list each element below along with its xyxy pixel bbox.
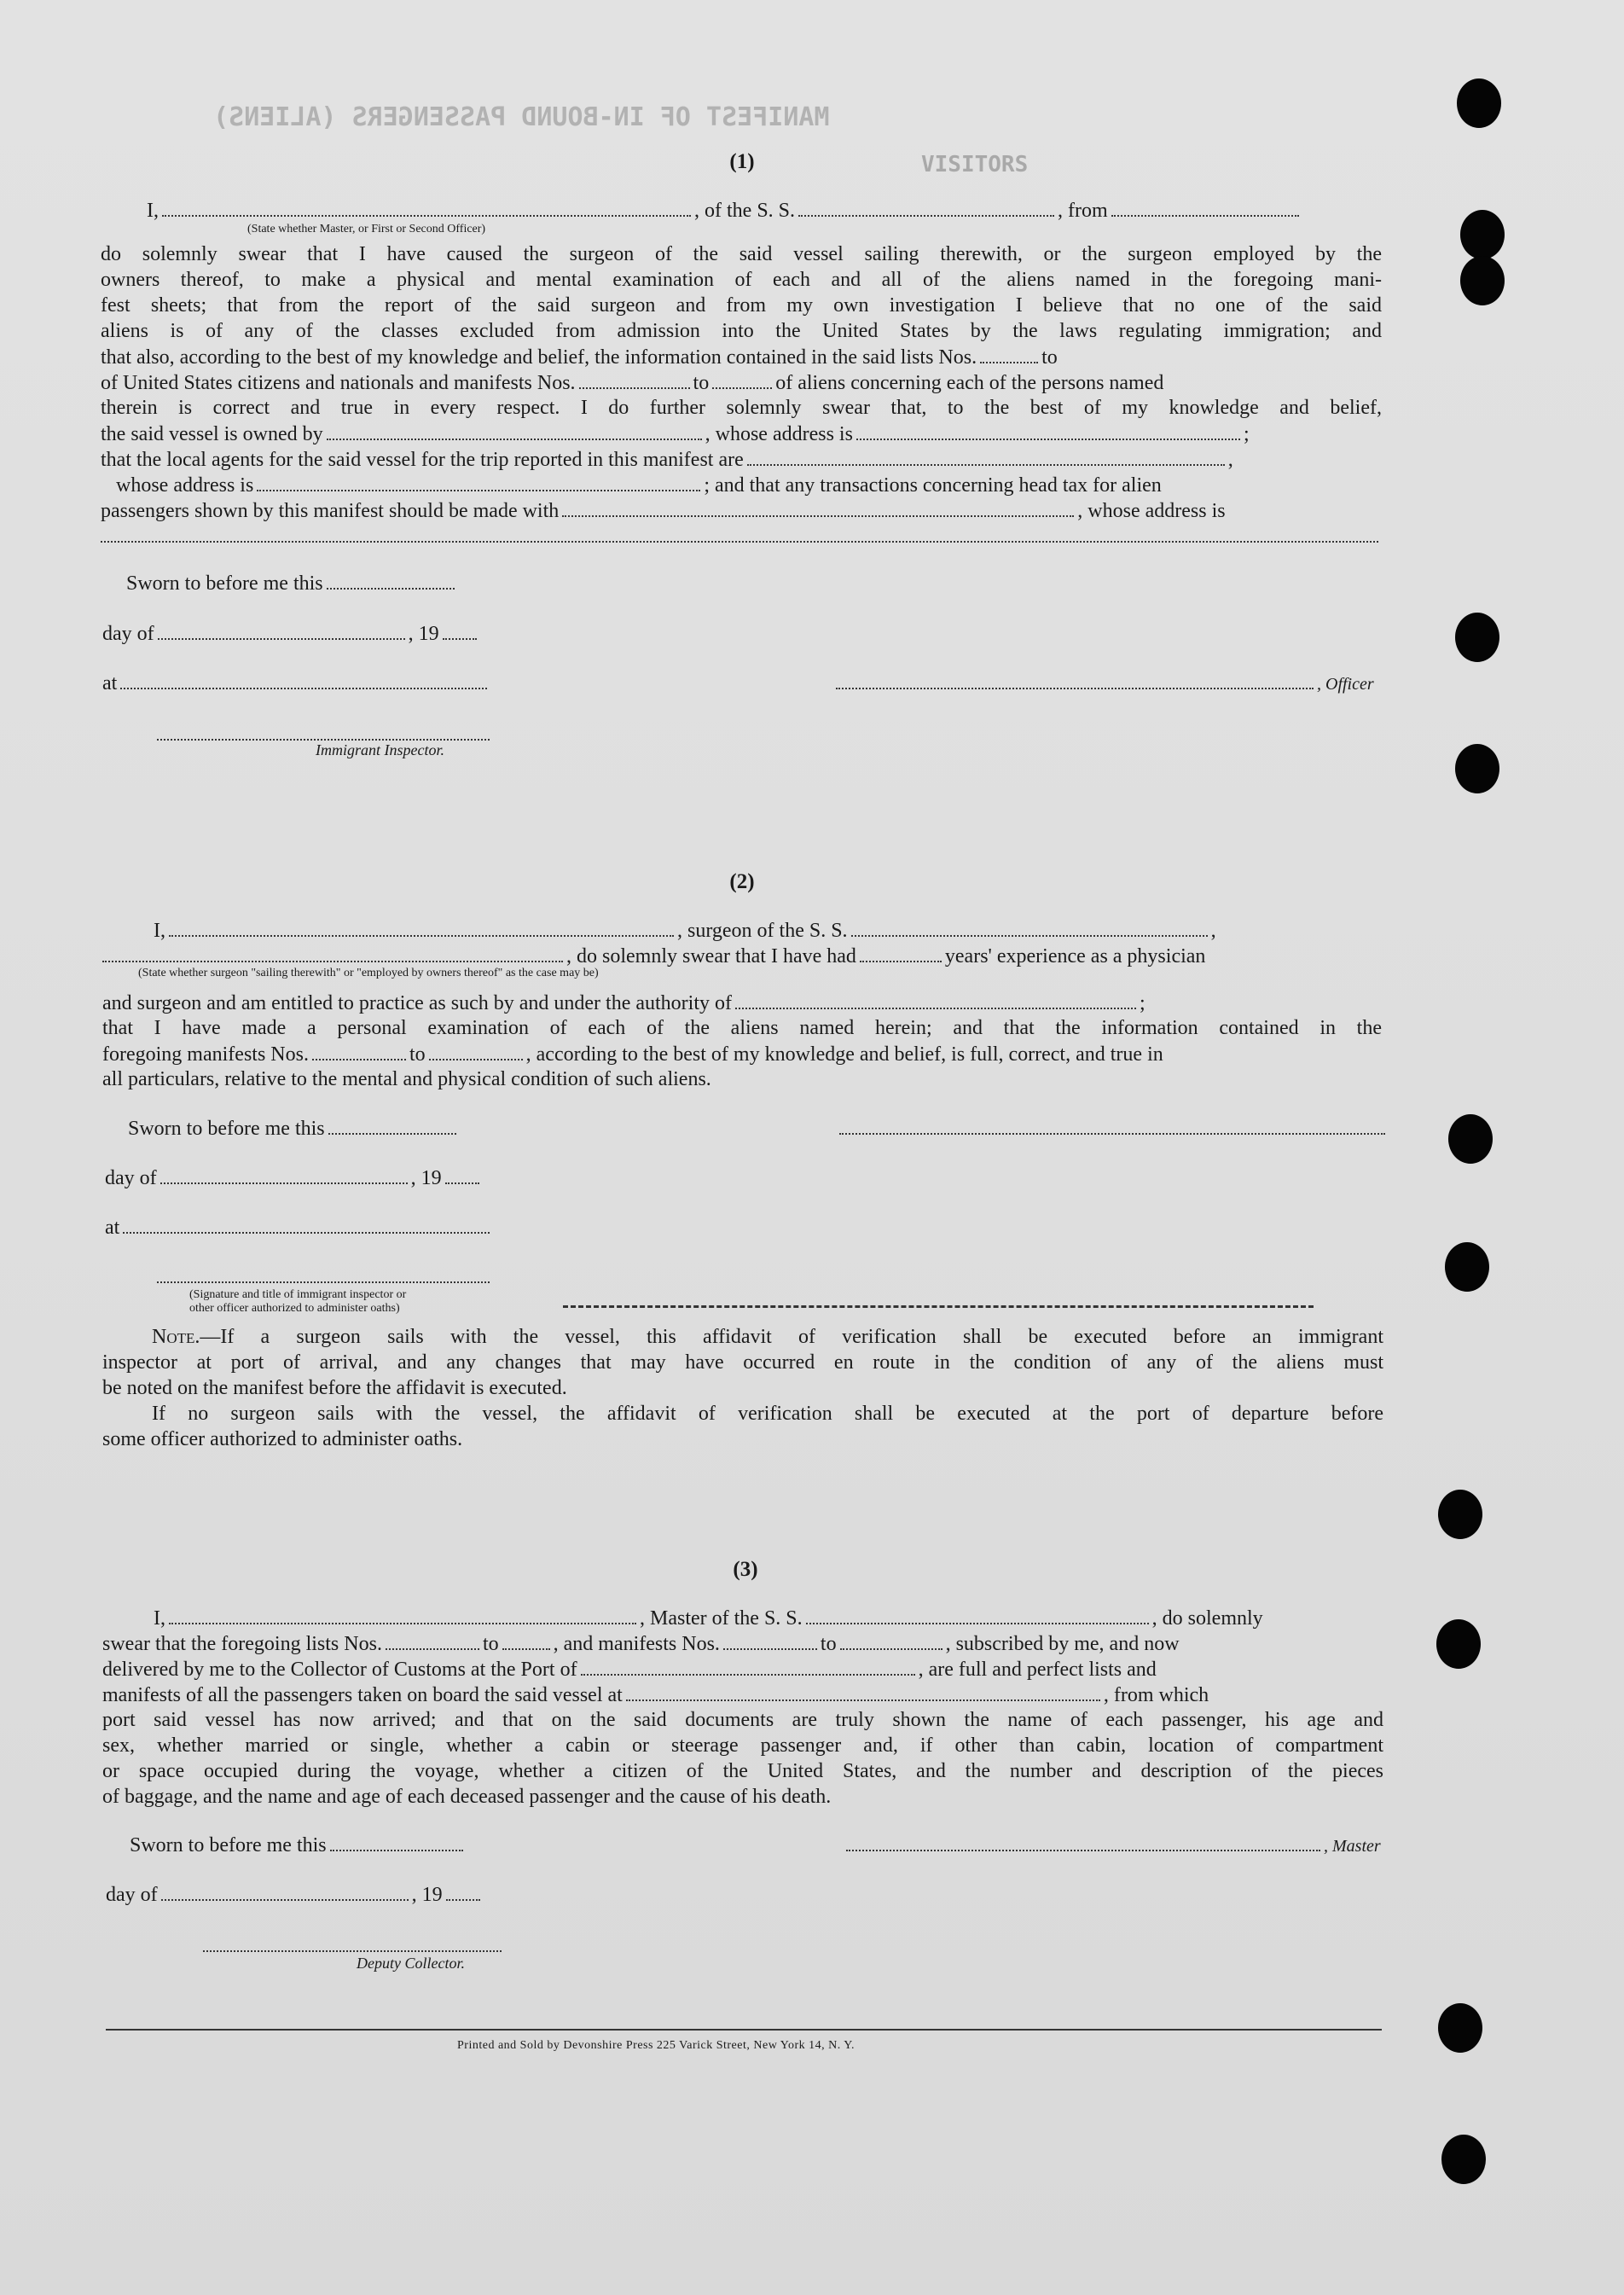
- text: , from: [1058, 200, 1108, 222]
- text: of United States citizens and nationals and manifests Nos.: [101, 372, 576, 394]
- manifests-from-field[interactable]: [579, 372, 690, 389]
- owner-address-field[interactable]: [856, 423, 1240, 440]
- s1-body-7: therein is correct and true in every respect. I do further solemnly swear that, to the best of my knowledge and belief,: [101, 397, 1382, 419]
- s1-body-4: aliens is of any of the classes excluded from admission into the United States by the laws regulating immigration; and: [101, 320, 1382, 342]
- text: Sworn to before me this: [126, 572, 323, 595]
- master-signature-field[interactable]: [846, 1834, 1320, 1851]
- s3-manifests-from-field[interactable]: [723, 1633, 817, 1650]
- s2-sworn: [128, 1118, 460, 1139]
- text: day of: [102, 623, 154, 645]
- binder-hole: [1457, 78, 1501, 128]
- text: swear that the foregoing lists Nos.: [102, 1633, 382, 1655]
- s2-sig-line: [154, 1266, 493, 1287]
- s1-body-9: [101, 449, 1233, 470]
- text: to: [693, 372, 710, 394]
- binder-hole: [1438, 2003, 1482, 2053]
- s2-body-2: that I have made a personal examination of each of the aliens named herein; and that the information contained in the: [102, 1017, 1382, 1039]
- binder-hole: [1448, 1114, 1493, 1164]
- section-3-number: (3): [733, 1558, 758, 1581]
- authority-field[interactable]: [735, 992, 1136, 1009]
- s1-body-5: [101, 346, 1058, 368]
- text: and surgeon and am entitled to practice as such by and under the authority of: [102, 992, 732, 1014]
- surgeon-caption: (State whether surgeon "sailing therewith" or "employed by owners thereof" as the case may be): [138, 967, 599, 979]
- text: Sworn to before me this: [128, 1118, 325, 1140]
- comma: ,: [1227, 449, 1233, 471]
- s3-body-3: or space occupied during the voyage, whether a citizen of the United States, and the number and description of the pieces: [102, 1760, 1383, 1782]
- text: that also, according to the best of my knowledge and belief, the information contained in the said lists Nos.: [101, 346, 977, 369]
- s2-line-2: [102, 945, 1205, 967]
- agent-address-field[interactable]: [257, 474, 700, 491]
- years-experience-field[interactable]: [860, 945, 942, 962]
- binder-hole: [1438, 1490, 1482, 1539]
- binder-hole: [1455, 613, 1499, 662]
- s2-line-1: [154, 920, 1216, 941]
- semicolon: ;: [1243, 423, 1250, 445]
- s3-manifests-to-field[interactable]: [840, 1633, 942, 1650]
- text: to: [409, 1043, 426, 1066]
- text: foregoing manifests Nos.: [102, 1043, 309, 1066]
- surgeon-name-field[interactable]: [169, 920, 674, 937]
- deputy-collector-caption: Deputy Collector.: [357, 1955, 465, 1972]
- s3-lists-to-field[interactable]: [502, 1633, 550, 1650]
- text: Sworn to before me this: [130, 1834, 327, 1856]
- section-2-number: (2): [729, 870, 755, 893]
- text: day of: [106, 1884, 158, 1906]
- text: , Master of the S. S.: [640, 1607, 803, 1630]
- s3-lists-from-field[interactable]: [386, 1633, 479, 1650]
- s3-day: [106, 1884, 484, 1905]
- s2-note-1: [152, 1327, 1383, 1347]
- s3-deputy-sig: [200, 1935, 505, 1956]
- text: , of the S. S.: [694, 200, 796, 222]
- text: , 19: [410, 1167, 442, 1189]
- s3-sworn-year-field[interactable]: [446, 1884, 480, 1901]
- surgeon-vessel-field[interactable]: [851, 920, 1208, 937]
- text: ; and that any transactions concerning head tax for alien: [704, 474, 1162, 497]
- text: passengers shown by this manifest should be made with: [101, 500, 560, 522]
- s3-body-2: sex, whether married or single, whether a cabin or steerage passenger and, if other than cabin, location of compartment: [102, 1734, 1383, 1757]
- text: to: [1041, 346, 1058, 369]
- text: day of: [105, 1167, 157, 1189]
- s2-signature-line[interactable]: [839, 1118, 1385, 1135]
- text: that the local agents for the said vessel for the trip reported in this manifest are: [101, 449, 744, 471]
- s2-note-2: inspector at port of arrival, and any changes that may have occurred en route in the condition of any of the aliens must: [102, 1351, 1383, 1374]
- s2-body-4: all particulars, relative to the mental and physical condition of such aliens.: [102, 1068, 711, 1090]
- s1-body-1: do solemnly swear that I have caused the surgeon of the said vessel sailing therewith, or the surgeon employed by the: [101, 243, 1382, 265]
- s1-body-10: [101, 474, 1162, 496]
- text: the said vessel is owned by: [101, 423, 323, 445]
- text: , whose address is: [1077, 500, 1226, 522]
- officer-caption: (State whether Master, or First or Second Officer): [247, 223, 486, 235]
- inspector-signature-field[interactable]: [157, 723, 490, 741]
- text: , do solemnly swear that I have had: [566, 945, 856, 967]
- text: , 19: [408, 623, 439, 645]
- s1-sworn: [126, 572, 458, 594]
- s3-line-3: [102, 1659, 1157, 1680]
- immigrant-inspector-caption: Immigrant Inspector.: [316, 741, 444, 758]
- s2-inspector-sig-top: [836, 1118, 1389, 1139]
- comma: ,: [1210, 920, 1216, 942]
- text: —If a surgeon sails with the vessel, this affidavit of verification shall be executed before an immigrant: [200, 1326, 1383, 1348]
- s1-line-1: [147, 200, 1302, 221]
- deputy-signature-field[interactable]: [203, 1935, 502, 1952]
- text: at: [105, 1217, 120, 1239]
- text: , are full and perfect lists and: [918, 1659, 1157, 1681]
- sworn-place-field[interactable]: [120, 672, 487, 689]
- lists-from-field[interactable]: [980, 346, 1038, 363]
- s2-manifests-from-field[interactable]: [312, 1043, 406, 1060]
- binder-hole: [1441, 2135, 1486, 2184]
- s2-sworn-day-field[interactable]: [328, 1118, 456, 1135]
- text: manifests of all the passengers taken on board the said vessel at: [102, 1684, 623, 1706]
- text: delivered by me to the Collector of Customs at the Port of: [102, 1659, 577, 1681]
- s3-line-2: [102, 1633, 1180, 1654]
- s1-body-8: [101, 423, 1250, 444]
- s1-body-3: fest sheets; that from the report of the said surgeon and from my own investigation I believe that no one of the said: [101, 294, 1382, 317]
- text: years' experience as a physician: [944, 945, 1206, 967]
- manifests-to-field[interactable]: [712, 372, 772, 389]
- text: of aliens concerning each of the persons named: [775, 372, 1164, 394]
- head-tax-address-field[interactable]: [101, 526, 1378, 543]
- footer-rule: [106, 2029, 1382, 2031]
- bleed-through-visitors: VISITORS: [921, 152, 1029, 177]
- text: to: [482, 1633, 499, 1655]
- s3-vessel-field[interactable]: [806, 1607, 1149, 1624]
- s3-body-4: of baggage, and the name and age of each deceased passenger and the cause of his death.: [102, 1786, 832, 1808]
- s1-body-11: [101, 500, 1226, 521]
- text: whose address is: [116, 474, 254, 497]
- sworn-month-field[interactable]: [158, 623, 405, 640]
- owner-field[interactable]: [327, 423, 702, 440]
- s2-note-5: some officer authorized to administer oaths.: [102, 1428, 463, 1450]
- binder-hole: [1436, 1619, 1481, 1669]
- sig-caption-1: (Signature and title of immigrant inspector or: [189, 1288, 407, 1301]
- bleed-through-title: MANIFEST OF IN-BOUND PASSENGERS (ALIENS): [213, 102, 830, 132]
- text: at: [102, 672, 118, 694]
- text: , Master: [1324, 1837, 1381, 1856]
- text: I,: [154, 920, 165, 942]
- s2-note-3: be noted on the manifest before the affidavit is executed.: [102, 1377, 567, 1399]
- s2-body-1: [102, 992, 1146, 1014]
- s1-body-12: [101, 526, 1382, 547]
- master-name-field[interactable]: [169, 1607, 636, 1624]
- from-port-field[interactable]: [1111, 200, 1299, 217]
- arrival-port-field[interactable]: [581, 1659, 915, 1676]
- binder-hole: [1455, 744, 1499, 793]
- s1-body-6: [101, 372, 1163, 393]
- s2-note-4: If no surgeon sails with the vessel, the affidavit of verification shall be executed at the port of departure before: [152, 1403, 1383, 1425]
- text: to: [820, 1633, 837, 1655]
- sworn-day-field[interactable]: [327, 572, 455, 590]
- text: I,: [147, 200, 159, 222]
- text: , whose address is: [705, 423, 853, 445]
- text: , surgeon of the S. S.: [677, 920, 848, 942]
- text: , and manifests Nos.: [553, 1633, 720, 1655]
- s2-officer-signature-field[interactable]: [157, 1266, 490, 1283]
- s2-sworn-place-field[interactable]: [123, 1217, 490, 1234]
- s3-sworn: [130, 1834, 467, 1856]
- s1-at: [102, 672, 490, 694]
- text: I,: [154, 1607, 165, 1630]
- note-label: Note.: [152, 1326, 200, 1348]
- sig-caption-2: other officer authorized to administer oaths): [189, 1302, 400, 1315]
- s2-at: [105, 1217, 493, 1238]
- sworn-year-field[interactable]: [443, 623, 477, 640]
- s3-sworn-day-field[interactable]: [330, 1834, 463, 1851]
- surgeon-type-field[interactable]: [102, 945, 563, 962]
- officer-name-field[interactable]: [162, 200, 691, 217]
- s3-sworn-month-field[interactable]: [161, 1884, 409, 1901]
- text: , subscribed by me, and now: [945, 1633, 1180, 1655]
- text: , 19: [411, 1884, 443, 1906]
- s3-line-1: [154, 1607, 1263, 1629]
- s1-body-2: owners thereof, to make a physical and mental examination of each and all of the aliens named in the foregoing mani-: [101, 269, 1382, 291]
- head-tax-party-field[interactable]: [562, 500, 1074, 517]
- departure-port-field[interactable]: [626, 1684, 1100, 1701]
- s2-sworn-month-field[interactable]: [160, 1167, 408, 1184]
- text: , from which: [1103, 1684, 1209, 1706]
- binder-hole: [1460, 256, 1505, 305]
- semicolon: ;: [1140, 992, 1146, 1014]
- s2-manifests-to-field[interactable]: [429, 1043, 523, 1060]
- dashed-rule: [563, 1305, 1314, 1308]
- s1-day: [102, 623, 480, 644]
- s3-line-4: [102, 1684, 1209, 1705]
- s2-body-3: [102, 1043, 1163, 1065]
- text: , do solemnly: [1151, 1607, 1263, 1630]
- binder-hole: [1445, 1242, 1489, 1292]
- text: , Officer: [1317, 675, 1374, 694]
- vessel-name-field[interactable]: [798, 200, 1054, 217]
- printer-credit: Printed and Sold by Devonshire Press 225 Varick Street, New York 14, N. Y.: [457, 2039, 856, 2052]
- local-agents-field[interactable]: [747, 449, 1225, 466]
- s2-sworn-year-field[interactable]: [445, 1167, 479, 1184]
- s2-day: [105, 1167, 483, 1188]
- section-1-number: (1): [729, 150, 755, 173]
- text: , according to the best of my knowledge and belief, is full, correct, and true in: [525, 1043, 1163, 1066]
- binder-hole: [1460, 210, 1505, 259]
- s3-body-1: port said vessel has now arrived; and that on the said documents are truly shown the name of each passenger, his age and: [102, 1709, 1383, 1731]
- officer-signature-field[interactable]: [836, 672, 1314, 689]
- s1-officer-sig: [832, 672, 1374, 694]
- s3-master-sig: [843, 1834, 1381, 1856]
